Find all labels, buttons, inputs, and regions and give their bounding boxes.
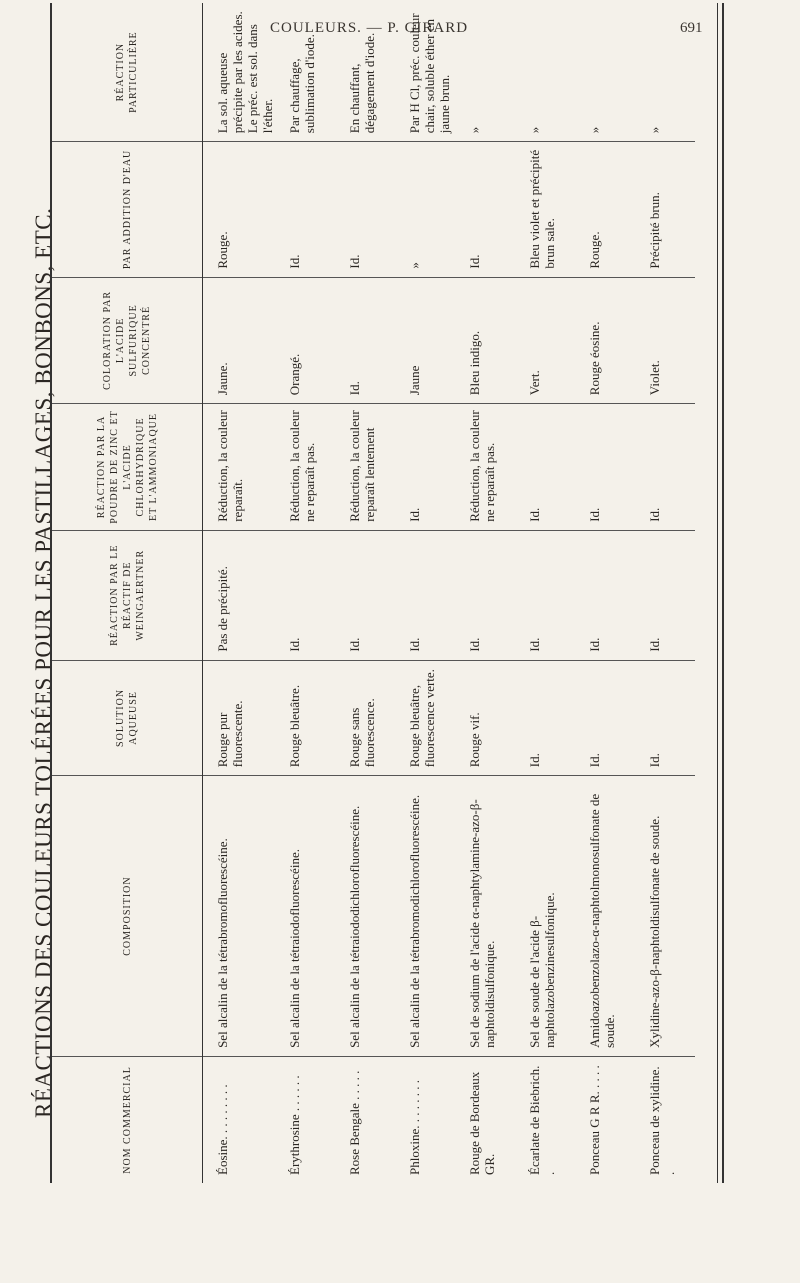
cell-sulfurique: Id. (335, 277, 395, 404)
header-acide-sulfurique: COLORATION PAR L'ACIDE SULFURIQUE CONCENTRÉ (52, 277, 203, 404)
cell-weingaertner: Id. (455, 530, 515, 660)
header-nom-commercial: NOM COMMERCIAL (52, 1056, 203, 1183)
cell-sulfurique: Orangé. (275, 277, 335, 404)
cell-composition: Amidoazobenzolazo-α-naphtolmonosulfonate de soude. (575, 776, 635, 1057)
cell-particuliere: Par chauffage, sublimation d'iode. (287, 34, 317, 134)
table-row (275, 3, 335, 1183)
cell-weingaertner: Id. (575, 530, 635, 660)
table-header-row (52, 3, 203, 1183)
cell-eau: Rouge. (203, 142, 276, 277)
cell-weingaertner: Id. (395, 530, 455, 660)
cell-composition: Sel de soude de l'acide β-naphtolazobenzinesulfonique. (515, 776, 575, 1057)
cell-solution: Rouge pur fluorescente. (203, 660, 276, 776)
cell-zinc: Id. (515, 404, 575, 531)
cell-zinc: Réduction, la couleur ne reparaît pas. (455, 404, 515, 531)
table-row (575, 3, 635, 1183)
cell-composition: Sel alcalin de la tétrabromofluorescéine. (203, 776, 276, 1057)
cell-composition: Sel alcalin de la tétraiodofluorescéine. (275, 776, 335, 1057)
cell-solution: Rouge sans fluorescence. (335, 660, 395, 776)
cell-name: Érythrosine . . . . . . (275, 1056, 335, 1183)
cell-name: Écarlate de Biebrich. . (515, 1056, 575, 1183)
reactions-table (52, 3, 695, 1183)
cell-zinc: Id. (395, 404, 455, 531)
cell-weingaertner: Id. (335, 530, 395, 660)
cell-zinc: Id. (635, 404, 695, 531)
cell-eau: Rouge. (575, 142, 635, 277)
cell-weingaertner: Id. (275, 530, 335, 660)
cell-particuliere: En chauffant, dégagement d'iode. (347, 32, 377, 134)
table-row (203, 3, 276, 1183)
cell-weingaertner: Id. (635, 530, 695, 660)
cell-weingaertner: Id. (515, 530, 575, 660)
cell-eau: Id. (455, 142, 515, 277)
cell-eau: Précipité brun. (635, 142, 695, 277)
cell-particuliere: » (647, 126, 662, 134)
header-solution-aqueuse: SOLUTION AQUEUSE (52, 660, 203, 776)
cell-particuliere: » (467, 126, 482, 134)
cell-solution: Rouge bleuâtre. (275, 660, 335, 776)
cell-particuliere: » (587, 126, 602, 134)
running-head-title: COULEURS. — P. GIRARD (270, 20, 469, 36)
reactions-table-frame (50, 3, 724, 1183)
cell-name: Ponceau de xylidine. . (635, 1056, 695, 1183)
cell-sulfurique: Rouge éosine. (575, 277, 635, 404)
page-number: 691 (680, 20, 703, 36)
cell-zinc: Réduction, la couleur ne reparaît pas. (275, 404, 335, 531)
header-weingaertner: RÉACTION PAR LE RÉACTIF DE WEINGAERTNER (52, 530, 203, 660)
cell-zinc: Id. (575, 404, 635, 531)
cell-eau: » (395, 142, 455, 277)
header-reaction-particuliere: RÉACTION PARTICULIÈRE (52, 3, 203, 142)
cell-particuliere: » (527, 126, 542, 134)
cell-name: Éosine. . . . . . . . . (203, 1056, 276, 1183)
cell-sulfurique: Jaune (395, 277, 455, 404)
cell-sulfurique: Vert. (515, 277, 575, 404)
table-row (515, 3, 575, 1183)
cell-particuliere: La sol. aqueuse précipite par les acides. Le préc. est sol. dans l'éther. (215, 11, 275, 134)
cell-eau: Id. (335, 142, 395, 277)
cell-name: Rose Bengale . . . . . (335, 1056, 395, 1183)
table-title: RÉACTIONS DES COULEURS TOLÉRÉES POUR LES PASTILLAGES, BONBONS, ETC. (31, 207, 56, 1118)
cell-composition: Sel alcalin de la tétrabromodichlorofluorescéine. (395, 776, 455, 1057)
cell-solution: Id. (575, 660, 635, 776)
table-row (335, 3, 395, 1183)
table-row (395, 3, 455, 1183)
cell-solution: Id. (515, 660, 575, 776)
cell-name: Rouge de Bordeaux GR. (455, 1056, 515, 1183)
cell-zinc: Réduction, la couleur reparaît lentement (335, 404, 395, 531)
cell-weingaertner: Pas de précipité. (203, 530, 276, 660)
cell-solution: Id. (635, 660, 695, 776)
cell-particuliere: Par H Cl, préc. couleur chair, soluble éther en jaune brun. (407, 13, 452, 134)
cell-sulfurique: Violet. (635, 277, 695, 404)
cell-composition: Sel alcalin de la tétraiododichlorofluorescéine. (335, 776, 395, 1057)
cell-name: Ponceau G R R. . . . . (575, 1056, 635, 1183)
cell-eau: Bleu violet et précipité brun sale. (515, 142, 575, 277)
cell-solution: Rouge bleuâtre, fluorescence verte. (395, 660, 455, 776)
header-addition-eau: PAR ADDITION D'EAU (52, 142, 203, 277)
table-row (455, 3, 515, 1183)
cell-eau: Id. (275, 142, 335, 277)
cell-name: Phloxine. . . . . . . . (395, 1056, 455, 1183)
cell-sulfurique: Jaune. (203, 277, 276, 404)
cell-composition: Xylidine-azo-β-naphtoldisulfonate de soude. (635, 776, 695, 1057)
cell-sulfurique: Bleu indigo. (455, 277, 515, 404)
table-row (635, 3, 695, 1183)
cell-solution: Rouge vif. (455, 660, 515, 776)
cell-zinc: Réduction, la couleur reparaît. (203, 404, 276, 531)
header-composition: COMPOSITION (52, 776, 203, 1057)
cell-composition: Sel de sodium de l'acide α-naphtylamine-azo-β-naphtoldisulfonique. (455, 776, 515, 1057)
header-poudre-de-zinc: RÉACTION PAR LA POUDRE DE ZINC ET L'ACIDE CHLORHYDRIQUE ET L'AMMONIAQUE (52, 404, 203, 531)
